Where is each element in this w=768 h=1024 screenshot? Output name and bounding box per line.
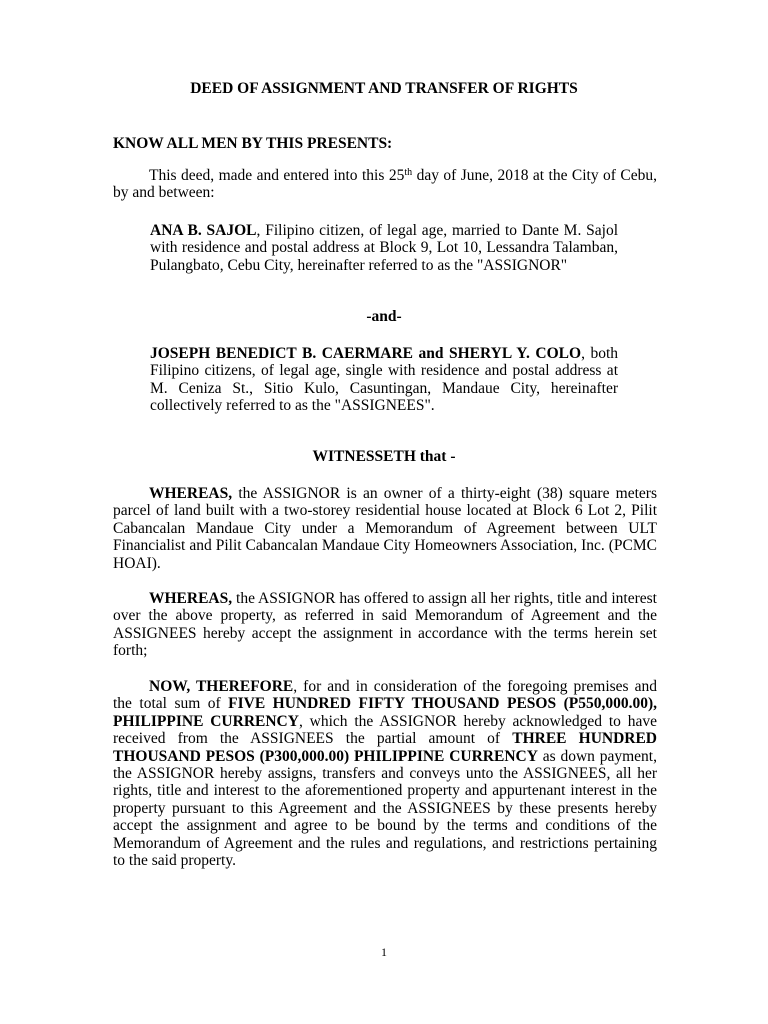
assignor-paragraph: [150, 222, 618, 274]
whereas-1-lead: WHEREAS,: [149, 485, 233, 502]
total-sum-amount: FIVE HUNDRED FIFTY THOUSAND PESOS (P550,000.00), PHILIPPINE CURRENCY: [113, 695, 657, 730]
whereas-paragraph-2: [113, 590, 657, 660]
assignor-text: , Filipino citizen, of legal age, married to Dante M. Sajol with residence and postal address at Block 9, Lot 10, Lessandra Talamban, Pulangbato, Cebu City, hereinafter referred to as the "ASSIGNOR": [150, 222, 618, 274]
now-therefore-text-1: , for and in consideration of the foregoing premises and the total sum of: [113, 678, 657, 713]
now-therefore-lead: NOW, THEREFORE: [149, 678, 294, 695]
document-title: DEED OF ASSIGNMENT AND TRANSFER OF RIGHTS: [190, 80, 578, 97]
whereas-1-text: the ASSIGNOR is an owner of a thirty-eight (38) square meters parcel of land built with a two-storey residential house located at Block 6 Lot 2, Pilit Cabancalan Mandaue City under a Memorandum of Agreement between ULT Financialist and Pilit Cabancalan Mandaue City Homeowners Association, Inc. (PCMC HOAI).: [113, 485, 657, 572]
whereas-2-text: the ASSIGNOR has offered to assign all her rights, title and interest over the above property, as referred in said Memorandum of Agreement and the ASSIGNEES hereby accept the assignment in accordance with the terms herein set forth;: [113, 590, 657, 660]
assignees-text: , both Filipino citizens, of legal age, single with residence and postal address at M. Ceniza St., Sitio Kulo, Casuntingan, Mandaue City, hereinafter collectively referred to as the "ASSIGNEES".: [150, 345, 618, 415]
day-suffix: th: [404, 167, 413, 178]
whereas-2-lead: WHEREAS,: [149, 590, 233, 607]
intro-before-day: This deed, made and entered into this 25: [149, 167, 405, 184]
witnesseth-heading: WITNESSETH that -: [312, 448, 456, 465]
now-therefore-text-2: , which the ASSIGNOR hereby acknowledged to have received from the ASSIGNEES the partial amount of: [113, 712, 657, 748]
assignees-paragraph: [150, 345, 618, 415]
page-number: 1: [381, 945, 387, 959]
whereas-paragraph-1: [113, 485, 657, 572]
salutation: KNOW ALL MEN BY THIS PRESENTS:: [113, 135, 393, 152]
intro-paragraph: [113, 167, 657, 202]
now-therefore-paragraph: [113, 678, 657, 869]
assignees-names: JOSEPH BENEDICT B. CAERMARE and SHERYL Y. COLO: [150, 345, 582, 362]
intro-after-day: day of June, 2018 at the City of Cebu, by and between:: [113, 167, 657, 202]
down-payment-amount: THREE HUNDRED THOUSAND PESOS (P300,000.00) PHILIPPINE CURRENCY: [113, 730, 657, 765]
assignor-name: ANA B. SAJOL: [150, 222, 257, 239]
now-therefore-text-3: as down payment, the ASSIGNOR hereby assigns, transfers and conveys unto the ASSIGNEES, all her rights, title and interest to the aforementioned property and appurtenant interest in the property pursuant to this Agreement and the ASSIGNEES by these presents hereby accept the assignment and agree to be bound by the terms and conditions of the Memorandum of Agreement and the rules and regulations, and restrictions pertaining to the said property.: [113, 747, 657, 870]
and-separator: -and-: [366, 308, 402, 325]
